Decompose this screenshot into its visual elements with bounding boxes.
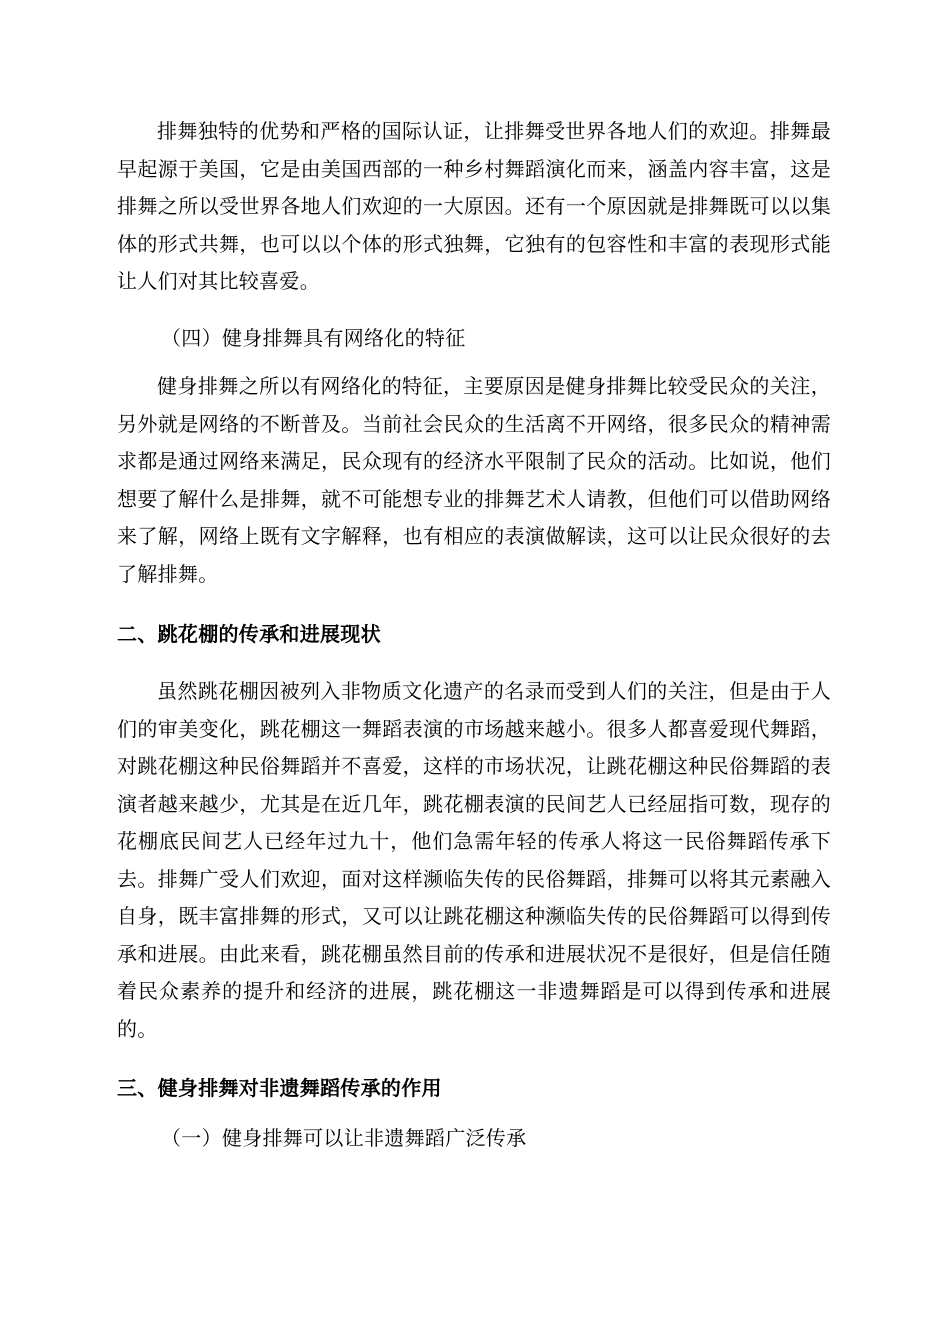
subheading-wide-inheritance: （一）健身排舞可以让非遗舞蹈广泛传承 (161, 1126, 527, 1150)
subheading-networked-feature: （四）健身排舞具有网络化的特征 (161, 326, 466, 350)
section-heading-tiaohuapeng-status: 二、跳花棚的传承和进展现状 (117, 622, 381, 646)
section-heading-line-dance-role: 三、健身排舞对非遗舞蹈传承的作用 (117, 1076, 442, 1100)
paragraph-tiaohuapeng-status: 虽然跳花棚因被列入非物质文化遗产的名录而受到人们的关注，但是由于人们的审美变化，跳花棚这一舞蹈表演的市场越来越小。很多人都喜爱现代舞蹈，对跳花棚这种民俗舞蹈并不喜爱，这样的市场状况，让跳花棚这种民俗舞蹈的表演者越来越少，尤其是在近几年，跳花棚表演的民间艺人已经屈指可数，现存的花棚底民间艺人已经年过九十，他们急需年轻的传承人将这一民俗舞蹈传承下去。排舞广受人们欢迎，面对这样濒临失传的民俗舞蹈，排舞可以将其元素融入自身，既丰富排舞的形式，又可以让跳花棚这种濒临失传的民俗舞蹈可以得到传承和进展。由此来看，跳花棚虽然目前的传承和进展状况不是很好，但是信任随着民众素养的提升和经济的进展，跳花棚这一非遗舞蹈是可以得到传承和进展的。 (117, 679, 831, 1041)
paragraph-networked-feature: 健身排舞之所以有网络化的特征，主要原因是健身排舞比较受民众的关注，另外就是网络的不断普及。当前社会民众的生活离不开网络，很多民众的精神需求都是通过网络来满足，民众现有的经济水平限制了民众的活动。比如说，他们想要了解什么是排舞，就不可能想专业的排舞艺术人请教，但他们可以借助网络来了解，网络上既有文字解释，也有相应的表演做解读，这可以让民众很好的去了解排舞。 (117, 374, 831, 586)
paragraph-line-dance-advantages: 排舞独特的优势和严格的国际认证，让排舞受世界各地人们的欢迎。排舞最早起源于美国，它是由美国西部的一种乡村舞蹈演化而来，涵盖内容丰富，这是排舞之所以受世界各地人们欢迎的一大原因。还有一个原因就是排舞既可以以集体的形式共舞，也可以以个体的形式独舞，它独有的包容性和丰富的表现形式能让人们对其比较喜爱。 (117, 119, 831, 293)
